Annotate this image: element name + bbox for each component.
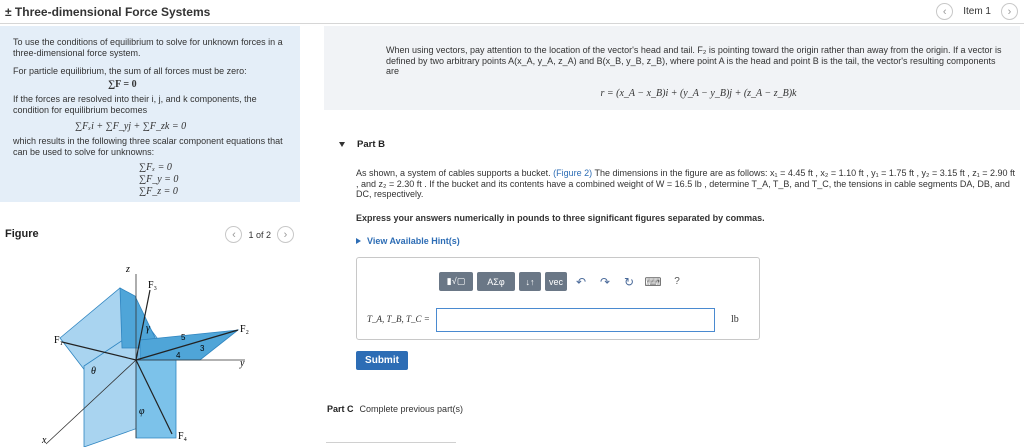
- part-a-context-panel: [324, 26, 1020, 110]
- submit-button[interactable]: Submit: [356, 351, 408, 370]
- chevron-left-icon: ‹: [232, 228, 236, 241]
- redo-icon[interactable]: ↷: [599, 274, 611, 289]
- next-figure-button[interactable]: [277, 226, 294, 243]
- vector-intro-text: When using vectors, pay attention to the location of the vector's head and tail. F₂ is pointing toward the origin rather than away from the origin. If a vector is defined by two arbitrary points A(x_A, y_A, z_A) and B(x_B, y_B, z_B), where point A is the head and point B is the tail, the vector's resulting components are: [386, 45, 1002, 76]
- expand-triangle-icon: [356, 238, 361, 244]
- figure-diagram: [0, 248, 300, 447]
- divider: [326, 442, 456, 443]
- item-navigation: [936, 3, 1018, 20]
- answer-label: T_A, T_B, T_C =: [367, 314, 430, 324]
- ratio-4-label: 4: [176, 351, 181, 360]
- chevron-left-icon: ‹: [942, 5, 947, 18]
- chevron-right-icon: ›: [283, 228, 288, 241]
- subscript-button[interactable]: ↓↑: [519, 272, 541, 291]
- learning-goal-panel: [0, 26, 300, 202]
- reset-icon[interactable]: ↻: [623, 274, 635, 289]
- scalar-text: which results in the following three scalar component equations that can be used to solve for unknowns:: [13, 136, 283, 157]
- vector-equation: r = (x_A − x_B)i + (y_A − y_B)j + (z_A − z_B)k: [600, 87, 797, 99]
- figure-pager: 1 of 2: [248, 229, 271, 240]
- ratio-3-label: 3: [200, 344, 205, 353]
- vector-button[interactable]: vec: [545, 272, 567, 291]
- view-hints-link[interactable]: [356, 236, 460, 246]
- templates-button[interactable]: ▮√▢: [439, 272, 473, 291]
- hints-label: View Available Hint(s): [367, 236, 460, 246]
- force-system-diagram: [0, 248, 300, 447]
- help-icon[interactable]: ?: [674, 276, 680, 287]
- f3-label: F₃: [148, 280, 158, 291]
- equation-x: ∑Fₓ = 0: [139, 162, 172, 173]
- f1-label: F₁: [54, 335, 64, 346]
- greek-button[interactable]: ΑΣφ: [477, 272, 515, 291]
- chevron-right-icon: ›: [1007, 5, 1012, 18]
- figure-navigation: [225, 226, 294, 243]
- answer-input[interactable]: [436, 308, 715, 332]
- y-label: y: [240, 358, 245, 369]
- part-b-label: Part B: [357, 139, 385, 150]
- problem-text-start: As shown, a system of cables supports a bucket.: [356, 168, 554, 178]
- theta-label: θ: [91, 366, 96, 377]
- intro-text: To use the conditions of equilibrium to solve for unknown forces in a three-dimensional force system.: [13, 37, 283, 58]
- item-label: Item 1: [963, 6, 991, 17]
- part-c-text: Complete previous part(s): [359, 404, 464, 414]
- problem-text-end: The dimensions in the figure are as follows: x₁ = 4.45 ft , x₂ = 1.10 ft , y₁ = 1.75 ft , y₂ = 3.15 ft , z₁ = 2.90 ft , and z₂ = 2.30 ft . If the bucket and its contents have a combined weight of W = 16.5 lb , determine T_A, T_B, and T_C, the tensions in cable segments DA, DB, and DC, respectively.: [356, 168, 1016, 199]
- keyboard-icon[interactable]: ⌨: [644, 274, 662, 289]
- page-title: ± Three-dimensional Force Systems: [5, 5, 211, 19]
- next-item-button[interactable]: [1001, 3, 1018, 20]
- equation-components: ∑Fₓi + ∑F_yj + ∑F_zk = 0: [75, 121, 187, 132]
- equation-z: ∑F_z = 0: [139, 186, 178, 197]
- figure-2-link[interactable]: (Figure 2): [553, 168, 593, 178]
- equation-sum: ∑F = 0: [108, 79, 137, 90]
- part-c-row: [327, 404, 463, 414]
- f2-label: F₂: [240, 324, 250, 335]
- phi-label: φ: [139, 406, 145, 417]
- x-label: x: [42, 435, 47, 446]
- answer-instructions: Express your answers numerically in pounds to three significant figures separated by commas.: [356, 213, 765, 223]
- resolved-text: If the forces are resolved into their i, j, and k components, the condition for equilibrium becomes: [13, 94, 257, 115]
- answer-unit: lb: [731, 314, 739, 325]
- f4-label: F₄: [178, 431, 188, 442]
- figure-header: [0, 226, 300, 246]
- top-bar: [0, 0, 1024, 24]
- part-b-header[interactable]: [339, 139, 385, 150]
- part-c-label: Part C: [327, 404, 354, 414]
- figure-label: Figure: [5, 228, 39, 240]
- prev-item-button[interactable]: [936, 3, 953, 20]
- answer-box: [356, 257, 760, 340]
- equation-y: ∑F_y = 0: [139, 174, 179, 185]
- gamma-label: γ: [146, 323, 150, 334]
- collapse-triangle-icon: [339, 142, 345, 147]
- ratio-5-label: 5: [181, 333, 186, 342]
- problem-statement: [356, 168, 1018, 200]
- math-toolbar: [439, 272, 687, 291]
- z-label: z: [126, 264, 130, 275]
- prev-figure-button[interactable]: [225, 226, 242, 243]
- undo-icon[interactable]: ↶: [575, 274, 587, 289]
- particle-text: For particle equilibrium, the sum of all forces must be zero:: [13, 66, 247, 76]
